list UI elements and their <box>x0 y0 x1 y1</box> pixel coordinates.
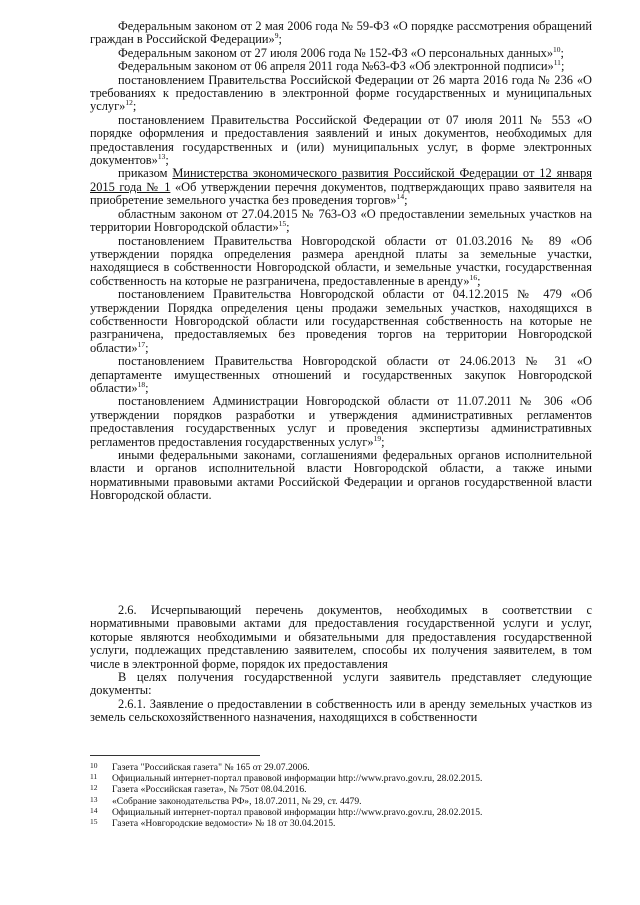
paragraph-text: «Об утверждении перечня документов, подтверждающих право заявителя на приобретение земельного участка без проведения торгов» <box>90 179 593 208</box>
paragraph-tail: ; <box>145 380 149 395</box>
underlined-reference: Министерства экономического развития Российской Федерации от 12 января 2015 года № 1 <box>90 166 592 194</box>
list-item <box>90 235 592 289</box>
paragraph-text: Федеральным законом от 27 июля 2006 года № 152-ФЗ «О персональных данных» <box>118 45 554 60</box>
footnote-number: 11 <box>90 772 98 782</box>
paragraph-text: постановлением Правительства Российской Федерации от 07 июля 2011 № 553 «О порядке оформления и предоставления заявлений и иных документов, необходимых для предоставления государственных и (или) муниципальных услуг, в форме электронных документов» <box>90 112 592 168</box>
section-2-6 <box>90 604 592 725</box>
paragraph-text: областным законом от 27.04.2015 № 763-ОЗ «О предоставлении земельных участков на территории Новгородской области» <box>90 206 592 235</box>
paragraph-text: постановлением Правительства Новгородской области от 04.12.2015 № 479 «Об утверждении Порядка определения цены продажи земельных участков, находящихся в собственности Новгородской области или государственная собственность на которые не разграничена, предоставляемых без проведения торгов на территории Новгородской области» <box>90 287 592 355</box>
paragraph-tail: ; <box>145 340 149 355</box>
footnote-number: 12 <box>90 783 98 793</box>
footnote-text: Газета «Новгородские ведомости» № 18 от 30.04.2015. <box>112 818 336 830</box>
paragraph-tail: ; <box>560 45 564 60</box>
footnote-ref: 19 <box>373 433 382 443</box>
footnotes <box>90 762 570 829</box>
legal-basis-list <box>90 20 592 503</box>
footnote-ref: 13 <box>157 151 166 161</box>
footnote <box>90 762 570 773</box>
footnote-ref: 9 <box>274 31 279 41</box>
paragraph-tail: ; <box>132 99 137 114</box>
footnote-number: 13 <box>90 794 98 804</box>
list-item <box>90 355 592 395</box>
footnote-text: Официальный интернет-портал правовой информации http://www.pravo.gov.ru, 28.02.2015. <box>112 773 483 785</box>
paragraph-text: приказом <box>118 166 173 181</box>
section-paragraph: В целях получения государственной услуги заявитель представляет следующие документы: <box>90 670 592 698</box>
paragraph-tail: ; <box>560 59 565 74</box>
paragraph-tail: ; <box>404 193 408 208</box>
list-item <box>90 60 592 73</box>
footnote <box>90 818 570 829</box>
footnote <box>90 796 570 807</box>
paragraph-text: Федеральным законом от 06 апреля 2011 года №63-ФЗ «Об электронной подписи» <box>118 59 554 74</box>
footnote-ref: 11 <box>553 58 561 68</box>
footnote-ref: 16 <box>469 272 478 282</box>
footnote-ref: 18 <box>137 379 146 389</box>
footnote-number: 14 <box>90 805 98 815</box>
footnote-ref: 10 <box>553 44 561 54</box>
footnote-text: Газета "Российская газета" № 165 от 29.07.2006. <box>112 762 310 773</box>
footnote-text: «Собрание законодательства РФ», 18.07.2011, № 29, ст. 4479. <box>112 795 362 807</box>
footnote <box>90 784 570 795</box>
list-item <box>90 208 592 235</box>
footnote-ref: 14 <box>396 192 405 202</box>
footnote <box>90 807 570 818</box>
section-paragraph: 2.6.1. Заявление о предоставлении в собственность или в аренду земельных участков из земель сельскохозяйственного назначения, находящихся в собственности <box>90 696 592 725</box>
footnote-ref: 15 <box>278 218 287 228</box>
list-item <box>90 74 592 114</box>
footnote-divider <box>90 755 260 756</box>
list-item <box>90 395 592 449</box>
paragraph-tail: ; <box>278 32 282 47</box>
footnote-number: 15 <box>90 817 98 827</box>
list-item <box>90 114 592 168</box>
paragraph-text: Федеральным законом от 2 мая 2006 года № 59-ФЗ «О порядке рассмотрения обращений граждан в Российской Федерации» <box>90 19 592 47</box>
paragraph-tail: ; <box>165 153 169 168</box>
footnote-number: 10 <box>90 761 98 770</box>
list-item <box>90 20 592 47</box>
section-heading: 2.6. Исчерпывающий перечень документов, необходимых в соответствии с нормативными правовыми актами для предоставления государственной услуги и услуг, которые являются необходимыми и обязательными для предоставления государственной услуги, подлежащих представлению заявителем, способы их получения заявителем, в том числе в электронной форме, порядок их предоставления <box>90 603 592 671</box>
paragraph-text: иными федеральными законами, соглашениями федеральных органов исполнительной власти и органов исполнительной власти Новгородской области, а также иными нормативными правовыми актами Российской Федерации и органов государственной власти Новгородской области. <box>90 448 592 503</box>
footnote-text: Газета «Российская газета», № 75от 08.04.2016. <box>112 784 307 796</box>
list-item <box>90 167 592 207</box>
footnote-ref: 17 <box>137 339 146 349</box>
paragraph-text: постановлением Администрации Новгородской области от 11.07.2011 № 306 «Об утверждении порядков разработки и утверждения административных регламентов предоставления государственных услуг и проведения экспертизы административных регламентов предоставления государственных услуг» <box>90 394 592 449</box>
paragraph-tail: ; <box>381 434 385 449</box>
paragraph-text: постановлением Правительства Новгородской области от 01.03.2016 № 89 «Об утверждении порядка определения размера арендной платы за земельные участки, находящиеся в собственности Новгородской области, и земельные участки, государственная собственность на которые не разграничена, предоставленные в аренду» <box>90 233 592 288</box>
list-item <box>90 449 592 503</box>
list-item <box>90 288 592 355</box>
paragraph-text: постановлением Правительства Российской Федерации от 26 марта 2016 года № 236 «О требованиях к предоставлению в электронной форме государственных и муниципальных услуг» <box>90 72 592 114</box>
paragraph-tail: ; <box>286 220 290 235</box>
paragraph-tail: ; <box>477 273 481 288</box>
footnote-text: Официальный интернет-портал правовой информации http://www.pravo.gov.ru, 28.02.2015. <box>112 806 483 818</box>
footnote-ref: 12 <box>125 98 133 108</box>
footnote <box>90 773 570 784</box>
paragraph-text: постановлением Правительства Новгородской области от 24.06.2013 № 31 «О департаменте имущественных отношений и государственных закупок Новгородской области» <box>90 354 592 395</box>
